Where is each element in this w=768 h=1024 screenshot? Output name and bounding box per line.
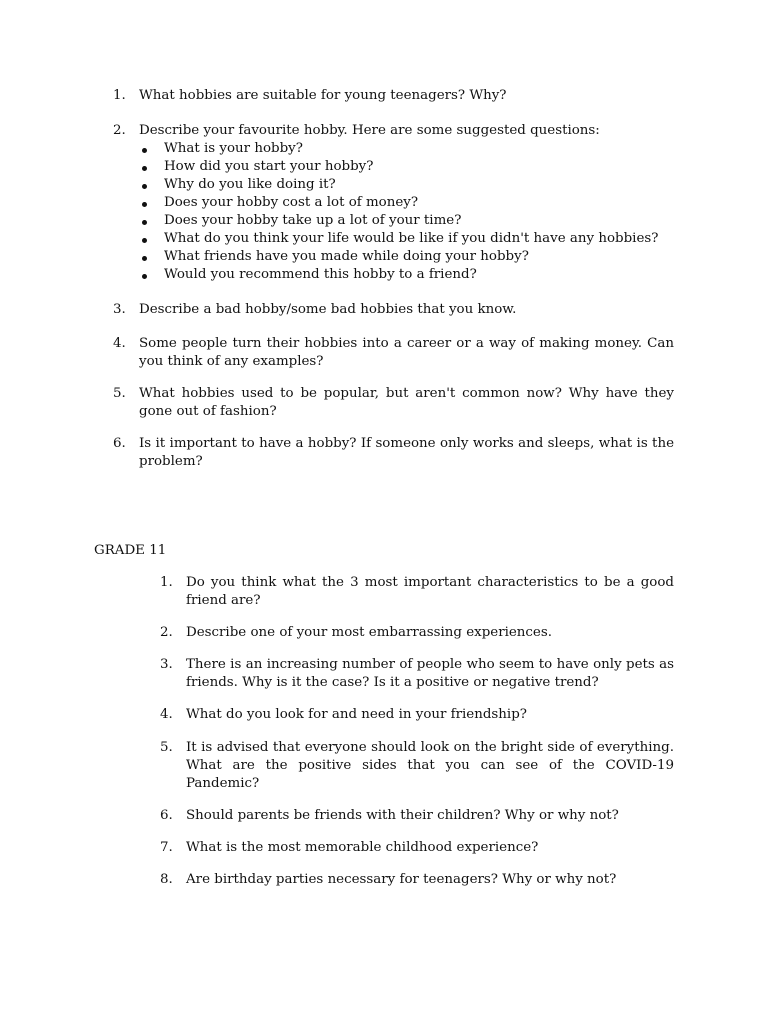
question-text: Do you think what the 3 most important characteristics to be a good friend are? <box>186 575 674 608</box>
bullet-icon <box>139 176 164 194</box>
list-item <box>160 624 674 642</box>
question-text: Describe your favourite hobby. Here are some suggested questions: <box>139 123 600 138</box>
sub-question-item <box>139 194 674 212</box>
question-number: 5. <box>113 386 126 401</box>
question-text: Are birthday parties necessary for teenagers? Why or why not? <box>186 872 617 887</box>
question-text: Some people turn their hobbies into a career or a way of making money. Can you think of any examples? <box>139 336 674 369</box>
bullet-icon <box>139 248 164 266</box>
sub-question-text: Does your hobby take up a lot of your time? <box>164 213 462 228</box>
bullet-icon <box>139 266 164 284</box>
section-heading: GRADE 11 <box>94 543 167 558</box>
sub-question-text: How did you start your hobby? <box>164 159 374 174</box>
question-text: Should parents be friends with their children? Why or why not? <box>186 808 619 823</box>
question-number: 1. <box>160 575 173 590</box>
question-text: Describe a bad hobby/some bad hobbies that you know. <box>139 302 517 317</box>
list-item <box>160 656 674 692</box>
sub-question-item <box>139 176 674 194</box>
sub-question-text: What do you think your life would be like if you didn't have any hobbies? <box>164 231 659 246</box>
question-number: 2. <box>160 625 173 640</box>
sub-question-item <box>139 158 674 176</box>
bullet-icon <box>139 230 164 248</box>
question-text: What do you look for and need in your friendship? <box>186 707 527 722</box>
sub-question-text: What friends have you made while doing your hobby? <box>164 249 529 264</box>
list-item <box>113 435 674 471</box>
question-number: 7. <box>160 840 173 855</box>
hobby-question-list <box>113 87 674 471</box>
list-item <box>160 706 674 724</box>
list-item <box>113 122 674 284</box>
question-number: 6. <box>113 436 126 451</box>
question-text: What is the most memorable childhood experience? <box>186 840 539 855</box>
bullet-icon <box>139 194 164 212</box>
sub-question-text: Why do you like doing it? <box>164 177 336 192</box>
question-number: 4. <box>160 707 173 722</box>
sub-question-list <box>139 140 674 284</box>
list-item <box>113 87 674 105</box>
question-number: 1. <box>113 88 126 103</box>
sub-question-item <box>139 266 674 284</box>
grade11-question-list <box>160 574 674 903</box>
list-item <box>160 574 674 610</box>
question-number: 5. <box>160 740 173 755</box>
question-number: 2. <box>113 123 126 138</box>
sub-question-text: Would you recommend this hobby to a friend? <box>164 267 477 282</box>
list-item <box>160 839 674 857</box>
list-item <box>160 871 674 889</box>
bullet-icon <box>139 212 164 230</box>
sub-question-item <box>139 230 674 248</box>
list-item <box>113 385 674 421</box>
question-text: There is an increasing number of people who seem to have only pets as friends. Why is it the case? Is it a positive or negative trend? <box>186 657 674 690</box>
list-item <box>113 301 674 319</box>
sub-question-item <box>139 140 674 158</box>
list-item <box>160 739 674 793</box>
question-text: It is advised that everyone should look on the bright side of everything. What are the positive sides that you can see of the COVID-19 Pandemic? <box>186 740 674 791</box>
sub-question-item <box>139 212 674 230</box>
sub-question-text: Does your hobby cost a lot of money? <box>164 195 419 210</box>
sub-question-text: What is your hobby? <box>164 141 303 156</box>
question-number: 8. <box>160 872 173 887</box>
question-text: What hobbies are suitable for young teenagers? Why? <box>139 88 507 103</box>
question-text: Is it important to have a hobby? If someone only works and sleeps, what is the problem? <box>139 436 674 469</box>
question-text: Describe one of your most embarrassing experiences. <box>186 625 552 640</box>
question-body <box>139 122 674 284</box>
bullet-icon <box>139 158 164 176</box>
bullet-icon <box>139 140 164 158</box>
question-number: 3. <box>160 657 173 672</box>
list-item <box>113 335 674 371</box>
question-number: 3. <box>113 302 126 317</box>
sub-question-item <box>139 248 674 266</box>
question-text: What hobbies used to be popular, but aren't common now? Why have they gone out of fashion? <box>139 386 674 419</box>
question-number: 6. <box>160 808 173 823</box>
list-item <box>160 807 674 825</box>
question-number: 4. <box>113 336 126 351</box>
